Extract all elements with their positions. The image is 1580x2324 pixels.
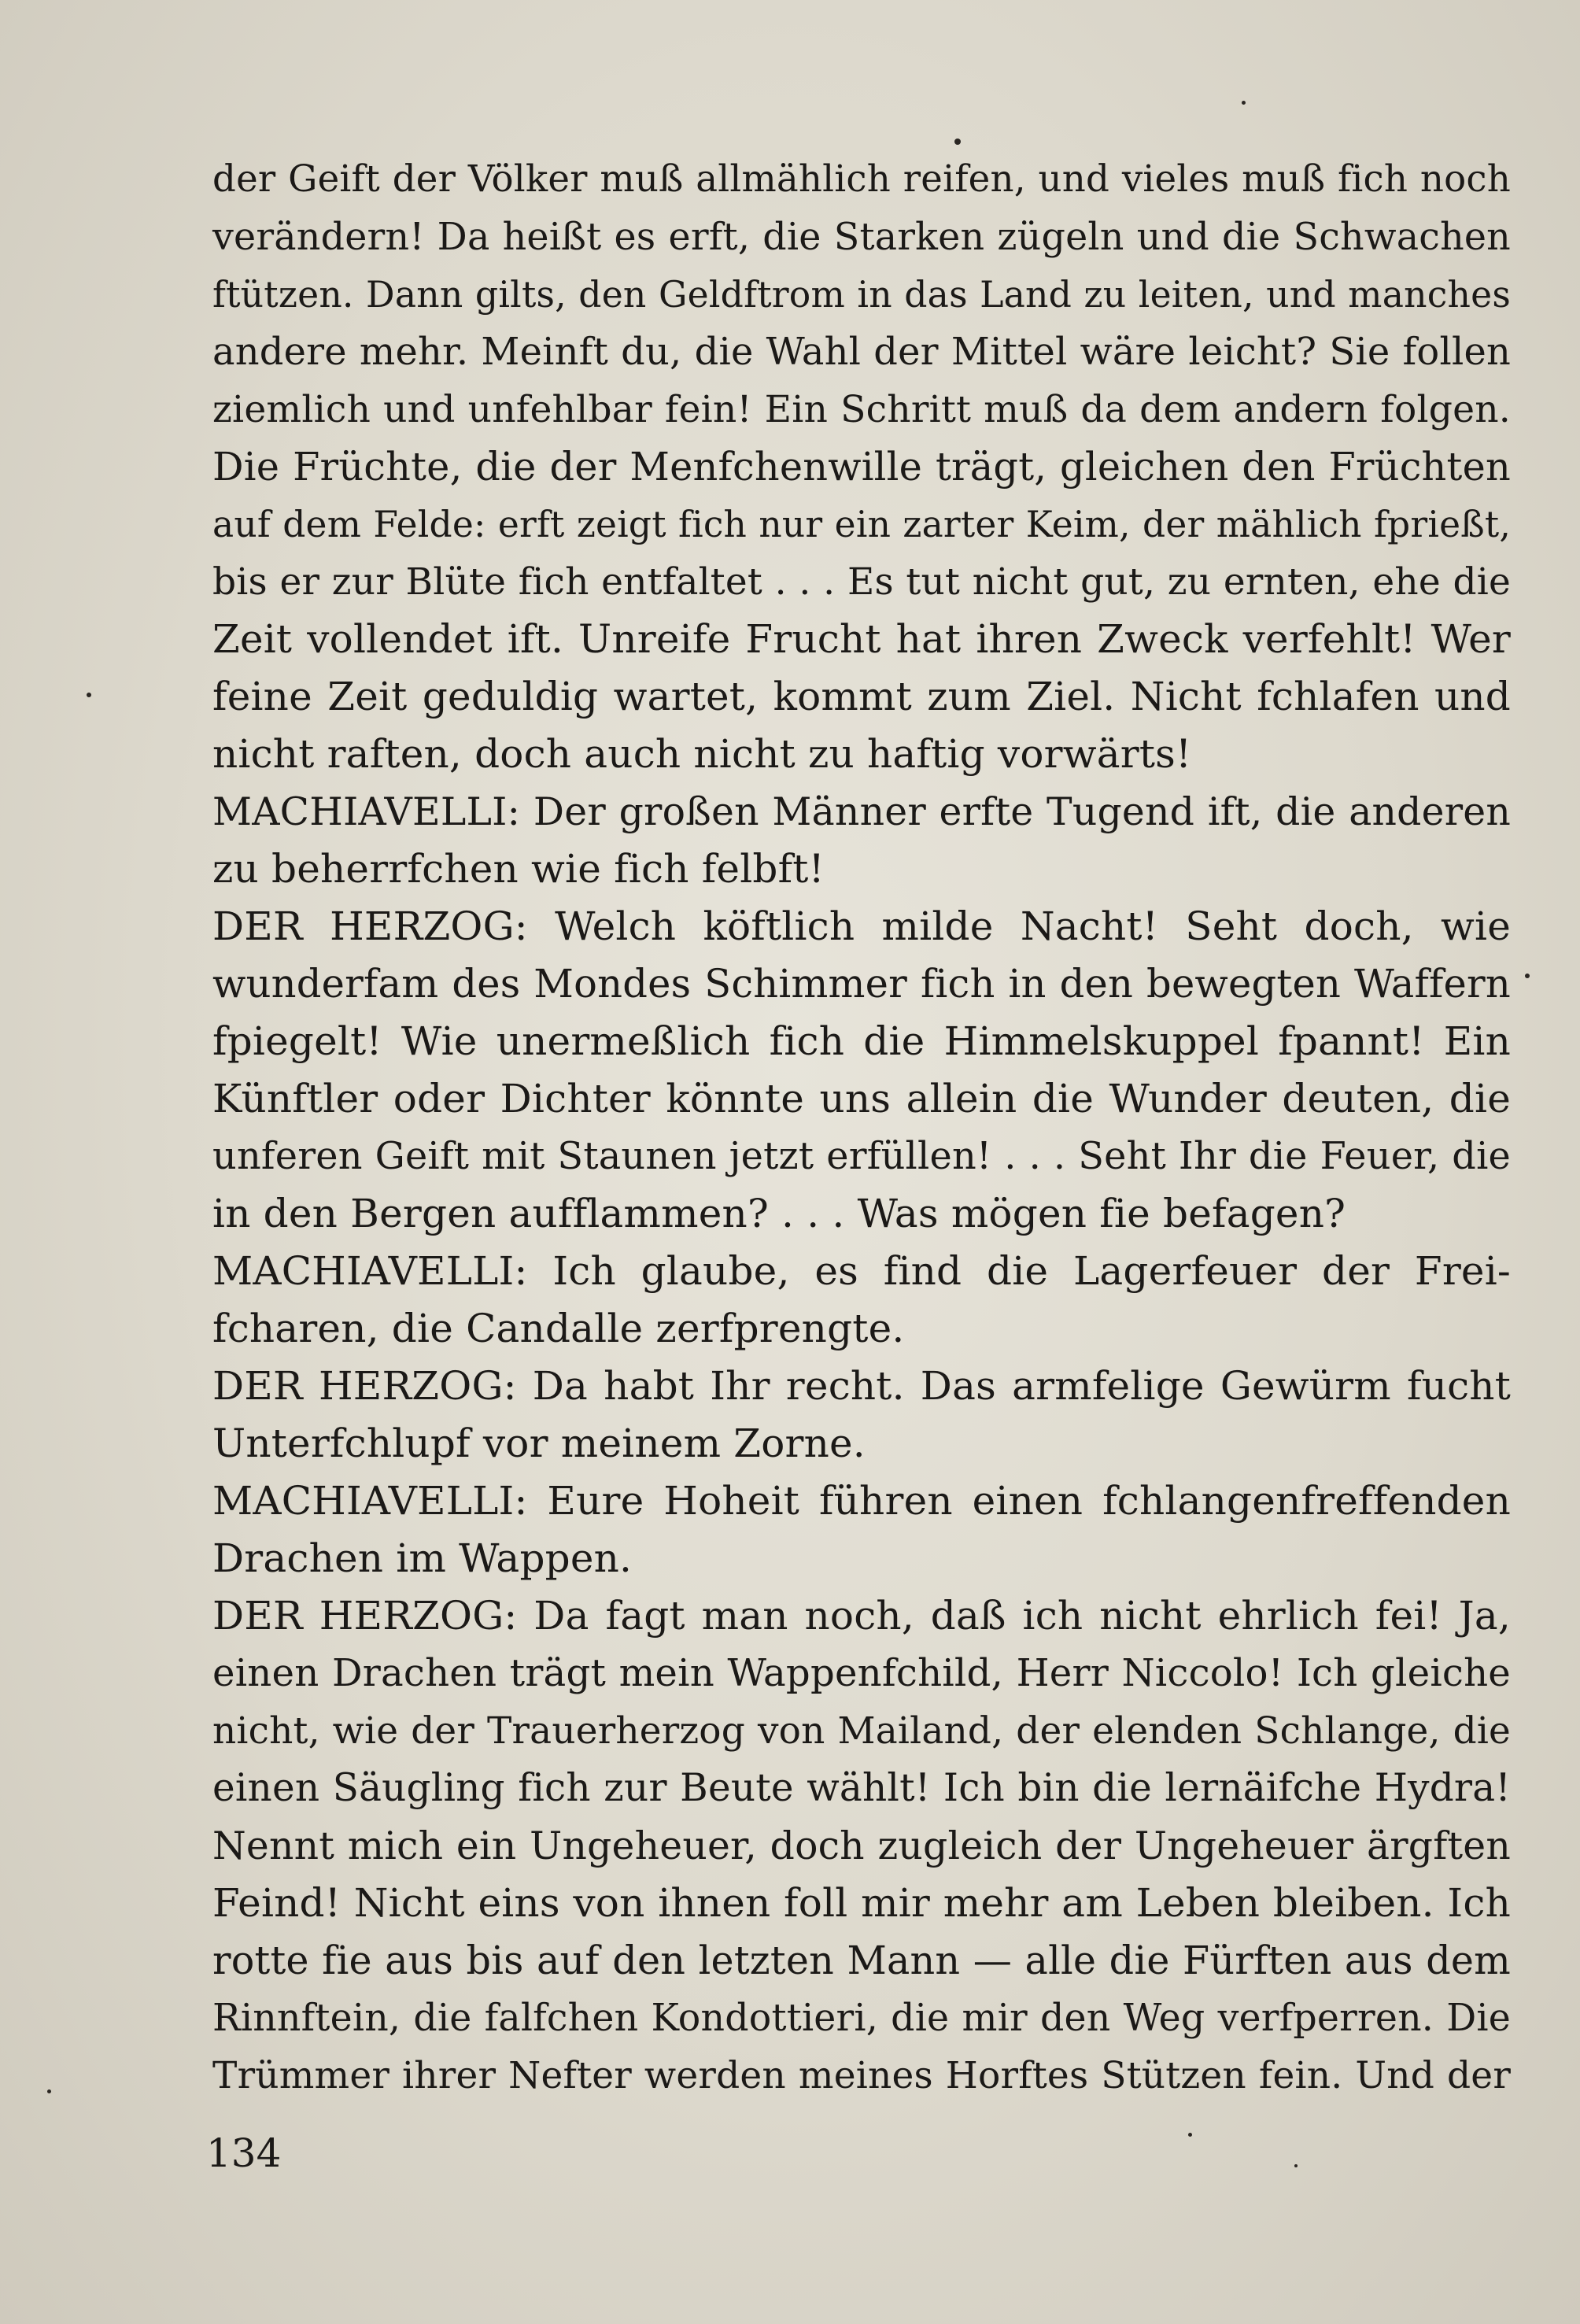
text-line: bis er zur Blüte fich entfaltet . . . Es tut nicht gut, zu ernten, ehe die [212,560,1511,604]
text-line: Zeit vollendet ift. Unreife Frucht hat ihren Zweck verfehlt! Wer [212,616,1511,662]
text-line: MACHIAVELLI: Eure Hoheit führen einen fchlangenfreffenden [212,1478,1511,1524]
text-line: wunderfam des Mondes Schimmer fich in den bewegten Waffern [212,961,1511,1007]
text-line: Drachen im Wappen. [212,1535,633,1581]
text-line: ftützen. Dann gilts, den Geldftrom in das Land zu leiten, und manches [212,274,1511,316]
text-line: fcharen, die Candalle zerfprengte. [212,1306,905,1351]
text-line: unferen Geift mit Staunen jetzt erfüllen! . . . Seht Ihr die Feuer, die [212,1135,1511,1178]
paper-speck [1525,974,1530,978]
text-line: der Geift der Völker muß allmählich reifen, und vieles muß fich noch [212,158,1511,201]
text-line: zu beherrfchen wie fich felbft! [212,846,825,892]
text-line: nicht, wie der Trauerherzog von Mailand, der elenden Schlange, die [212,1709,1511,1753]
text-line: DER HERZOG: Welch köftlich milde Nacht! Seht doch, wie [212,903,1511,949]
text-line: einen Drachen trägt mein Wappenfchild, Herr Niccolo! Ich gleiche [212,1651,1511,1695]
text-line: Künftler oder Dichter könnte uns allein die Wunder deuten, die [212,1076,1511,1121]
text-line: verändern! Da heißt es erft, die Starken zügeln und die Schwachen [212,216,1511,259]
paper-speck [1188,2133,1192,2137]
body-text [212,151,1511,2104]
text-line: ziemlich und unfehlbar fein! Ein Schritt muß da dem andern folgen. [212,388,1511,431]
text-line: Unterfchlupf vor meinem Zorne. [212,1421,866,1466]
paper-speck [87,693,91,697]
paper-speck [954,139,961,145]
text-line: auf dem Felde: erft zeigt fich nur ein zarter Keim, der mählich fprießt, [212,504,1511,545]
paper-speck [47,2089,51,2093]
text-line: andere mehr. Meinft du, die Wahl der Mittel wäre leicht? Sie follen [212,331,1511,374]
page-number: 134 [206,2130,282,2176]
text-line: MACHIAVELLI: Der großen Männer erfte Tugend ift, die anderen [212,789,1511,834]
text-line: DER HERZOG: Da fagt man noch, daß ich nicht ehrlich fei! Ja, [212,1593,1511,1639]
text-line: einen Säugling fich zur Beute wählt! Ich bin die lernäifche Hydra! [212,1766,1511,1810]
text-line: in den Bergen aufflammen? . . . Was mögen fie befagen? [212,1191,1346,1236]
text-line: Feind! Nicht eins von ihnen foll mir mehr am Leben bleiben. Ich [212,1880,1511,1926]
text-line: rotte fie aus bis auf den letzten Mann — alle die Fürften aus dem [212,1938,1511,1983]
text-line: nicht raften, doch auch nicht zu haftig vorwärts! [212,731,1192,777]
text-line: Rinnftein, die falfchen Kondottieri, die mir den Weg verfperren. Die [212,1997,1511,2040]
paper-speck [1242,101,1246,105]
text-line: fpiegelt! Wie unermeßlich fich die Himmelskuppel fpannt! Ein [212,1018,1511,1064]
text-line: DER HERZOG: Da habt Ihr recht. Das armfelige Gewürm fucht [212,1363,1511,1409]
text-line: MACHIAVELLI: Ich glaube, es find die Lagerfeuer der Frei- [212,1248,1511,1294]
text-line: feine Zeit geduldig wartet, kommt zum Ziel. Nicht fchlafen und [212,674,1511,719]
paper-speck [1294,2164,1298,2167]
text-line: Die Früchte, die der Menfchenwille trägt, gleichen den Früchten [212,444,1511,490]
text-line: Trümmer ihrer Nefter werden meines Horftes Stützen fein. Und der [212,2054,1511,2097]
text-line: Nennt mich ein Ungeheuer, doch zugleich der Ungeheuer ärgften [212,1823,1511,1868]
